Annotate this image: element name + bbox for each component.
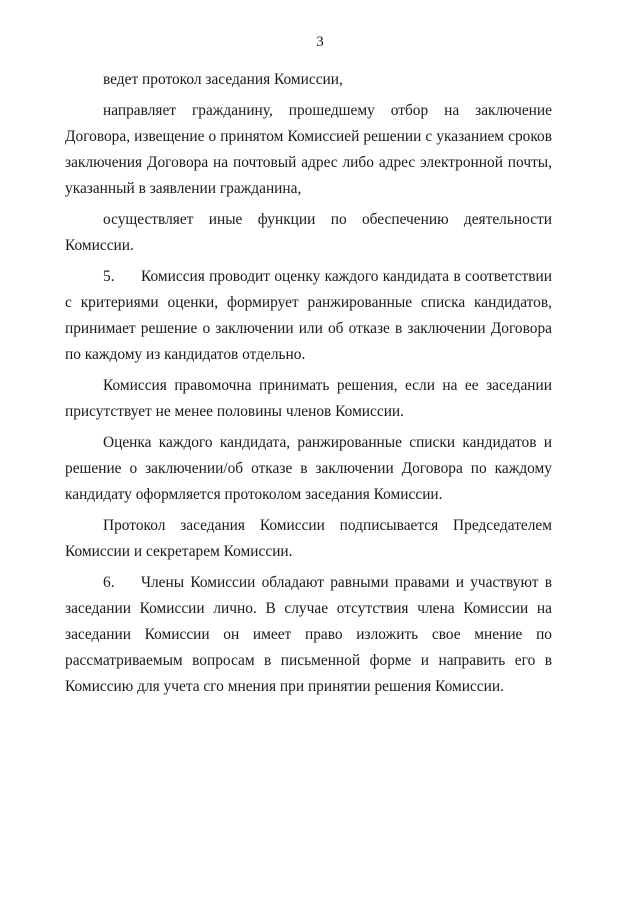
paragraph-text: направляет гражданину, прошедшему отбор на заключение Договора, извещение о принятом Комиссией решении с указанием сроков заключения Договора на почтовый адрес либо адрес электронной почты, указанный в заявлении гражданина, xyxy=(65,102,552,197)
paragraph-evaluation xyxy=(65,430,552,508)
paragraph-other-functions xyxy=(65,207,552,259)
document-body xyxy=(65,67,552,700)
paragraph-text: осуществляет иные функции по обеспечению деятельности Комиссии. xyxy=(65,211,552,254)
paragraph-protocol xyxy=(65,67,552,93)
paragraph-item-5 xyxy=(65,264,552,368)
item-number: 6. xyxy=(103,574,115,591)
paragraph-item-6 xyxy=(65,570,552,700)
page-number: 3 xyxy=(316,34,324,50)
paragraph-text: Комиссия правомочна принимать решения, если на ее заседании присутствует не менее половины членов Комиссии. xyxy=(65,377,552,420)
paragraph-text: Протокол заседания Комиссии подписывается Председателем Комиссии и секретарем Комиссии. xyxy=(65,517,552,560)
paragraph-text: Оценка каждого кандидата, ранжированные списки кандидатов и решение о заключении/об отказе в заключении Договора по каждому кандидату оформляется протоколом заседания Комиссии. xyxy=(65,434,552,503)
paragraph-protocol-signing xyxy=(65,513,552,565)
paragraph-text: Члены Комиссии обладают равными правами и участвуют в заседании Комиссии лично. В случае отсутствия члена Комиссии на заседании Комиссии он имеет право изложить свое мнение по рассматриваемым вопросам в письменной форме и направить его в Комиссию для учета сго мнения при принятии решения Комиссии. xyxy=(65,574,552,695)
paragraph-text: Комиссия проводит оценку каждого кандидата в соответствии с критериями оценки, формирует ранжированные списка кандидатов, принимает решение о заключении или об отказе в заключении Договора по каждому из кандидатов отдельно. xyxy=(65,268,552,363)
paragraph-text: ведет протокол заседания Комиссии, xyxy=(103,71,343,88)
paragraph-quorum xyxy=(65,373,552,425)
paragraph-notification xyxy=(65,98,552,202)
item-number: 5. xyxy=(103,268,115,285)
